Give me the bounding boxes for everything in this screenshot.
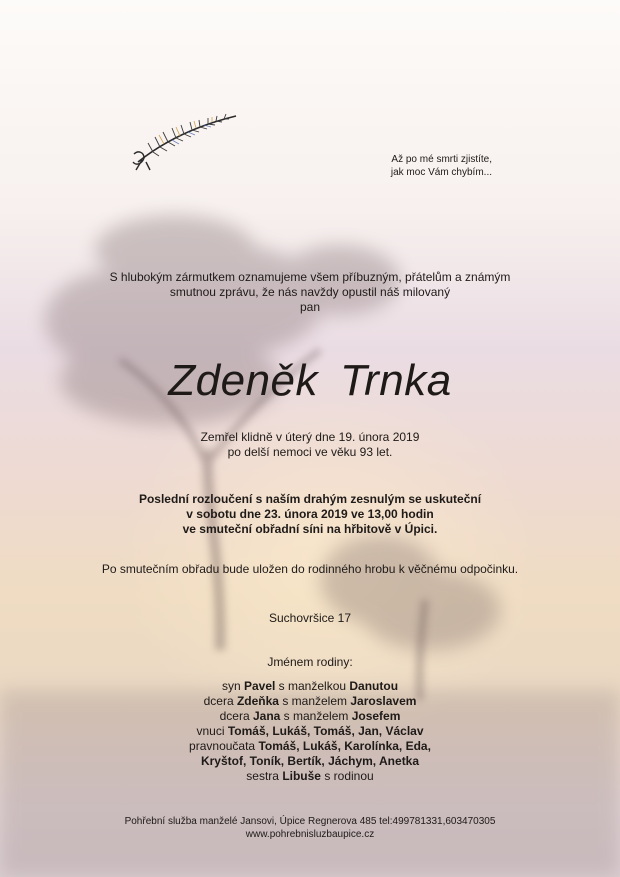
spouse-name: Josefem	[351, 709, 401, 723]
address	[60, 611, 560, 626]
quote	[342, 153, 492, 179]
feather-icon	[128, 110, 243, 176]
relation: dcera	[219, 709, 250, 723]
family-row-daughter-2	[60, 709, 560, 724]
member-name: Pavel	[243, 679, 276, 693]
relation: dcera	[203, 694, 234, 708]
member-name: Libuše	[282, 769, 321, 783]
relation-connector: s manželem	[282, 694, 348, 708]
family-list	[60, 679, 560, 784]
address-line: Suchovršice 17	[268, 611, 352, 625]
funeral-info	[60, 492, 560, 537]
member-names: Tomáš, Lukáš, Tomáš, Jan, Václav	[227, 724, 424, 738]
spouse-name: Danutou	[349, 679, 399, 693]
burial-line: Po smutečním obřadu bude uložen do rodinného hrobu k věčnému odpočinku.	[101, 562, 519, 576]
relation-suffix: s rodinou	[324, 769, 374, 783]
first-name: Zdeněk	[168, 356, 319, 405]
relation-connector: s manželem	[283, 709, 349, 723]
burial-info	[60, 562, 560, 577]
member-name: Zdeňka	[236, 694, 279, 708]
family-row-sister	[60, 769, 560, 784]
death-line-2: po delší nemoci ve věku 93 let.	[227, 445, 393, 459]
quote-line-2: jak moc Vám chybím...	[390, 167, 492, 178]
relation: pravnoučata	[189, 739, 256, 753]
family-heading	[60, 655, 560, 670]
relation: vnuci	[196, 724, 225, 738]
announcement-intro	[60, 270, 560, 315]
member-name: Jana	[252, 709, 281, 723]
intro-line-3: pan	[299, 300, 321, 314]
death-notice	[60, 430, 560, 460]
spouse-name: Jaroslavem	[350, 694, 417, 708]
quote-line-1: Až po mé smrti zjistíte,	[391, 154, 492, 165]
footer-funeral-service: Pohřební služba manželé Jansovi, Úpice Regnerova 485 tel:499781331,603470305	[124, 816, 496, 827]
relation: sestra	[246, 769, 279, 783]
funeral-line-2: v sobotu dne 23. února 2019 ve 13,00 hodin	[186, 507, 434, 521]
relation-connector: s manželkou	[278, 679, 347, 693]
intro-line-2: smutnou zprávu, že nás navždy opustil náš milovaný	[169, 285, 451, 299]
family-row-grandchildren	[60, 724, 560, 739]
footer-website: www.pohrebnisluzbaupice.cz	[245, 829, 375, 840]
family-row-great-grandchildren-cont	[60, 754, 560, 769]
last-name: Trnka	[340, 356, 452, 405]
deceased-name	[60, 356, 560, 406]
funeral-line-3: ve smuteční obřadní síni na hřbitově v Úpici.	[182, 522, 438, 536]
death-line-1: Zemřel klidně v úterý dne 19. února 2019	[200, 430, 420, 444]
relation: syn	[221, 679, 241, 693]
family-row-great-grandchildren	[60, 739, 560, 754]
intro-line-1: S hlubokým zármutkem oznamujeme všem příbuzným, přátelům a známým	[109, 270, 511, 284]
footer	[60, 815, 560, 841]
member-names: Kryštof, Toník, Bertík, Jáchym, Anetka	[200, 754, 420, 768]
member-names: Tomáš, Lukáš, Karolínka, Eda,	[258, 739, 431, 753]
family-heading-text: Jménem rodiny:	[267, 655, 353, 669]
family-row-son	[60, 679, 560, 694]
family-row-daughter-1	[60, 694, 560, 709]
funeral-line-1: Poslední rozloučení s naším drahým zesnulým se uskuteční	[138, 492, 482, 506]
